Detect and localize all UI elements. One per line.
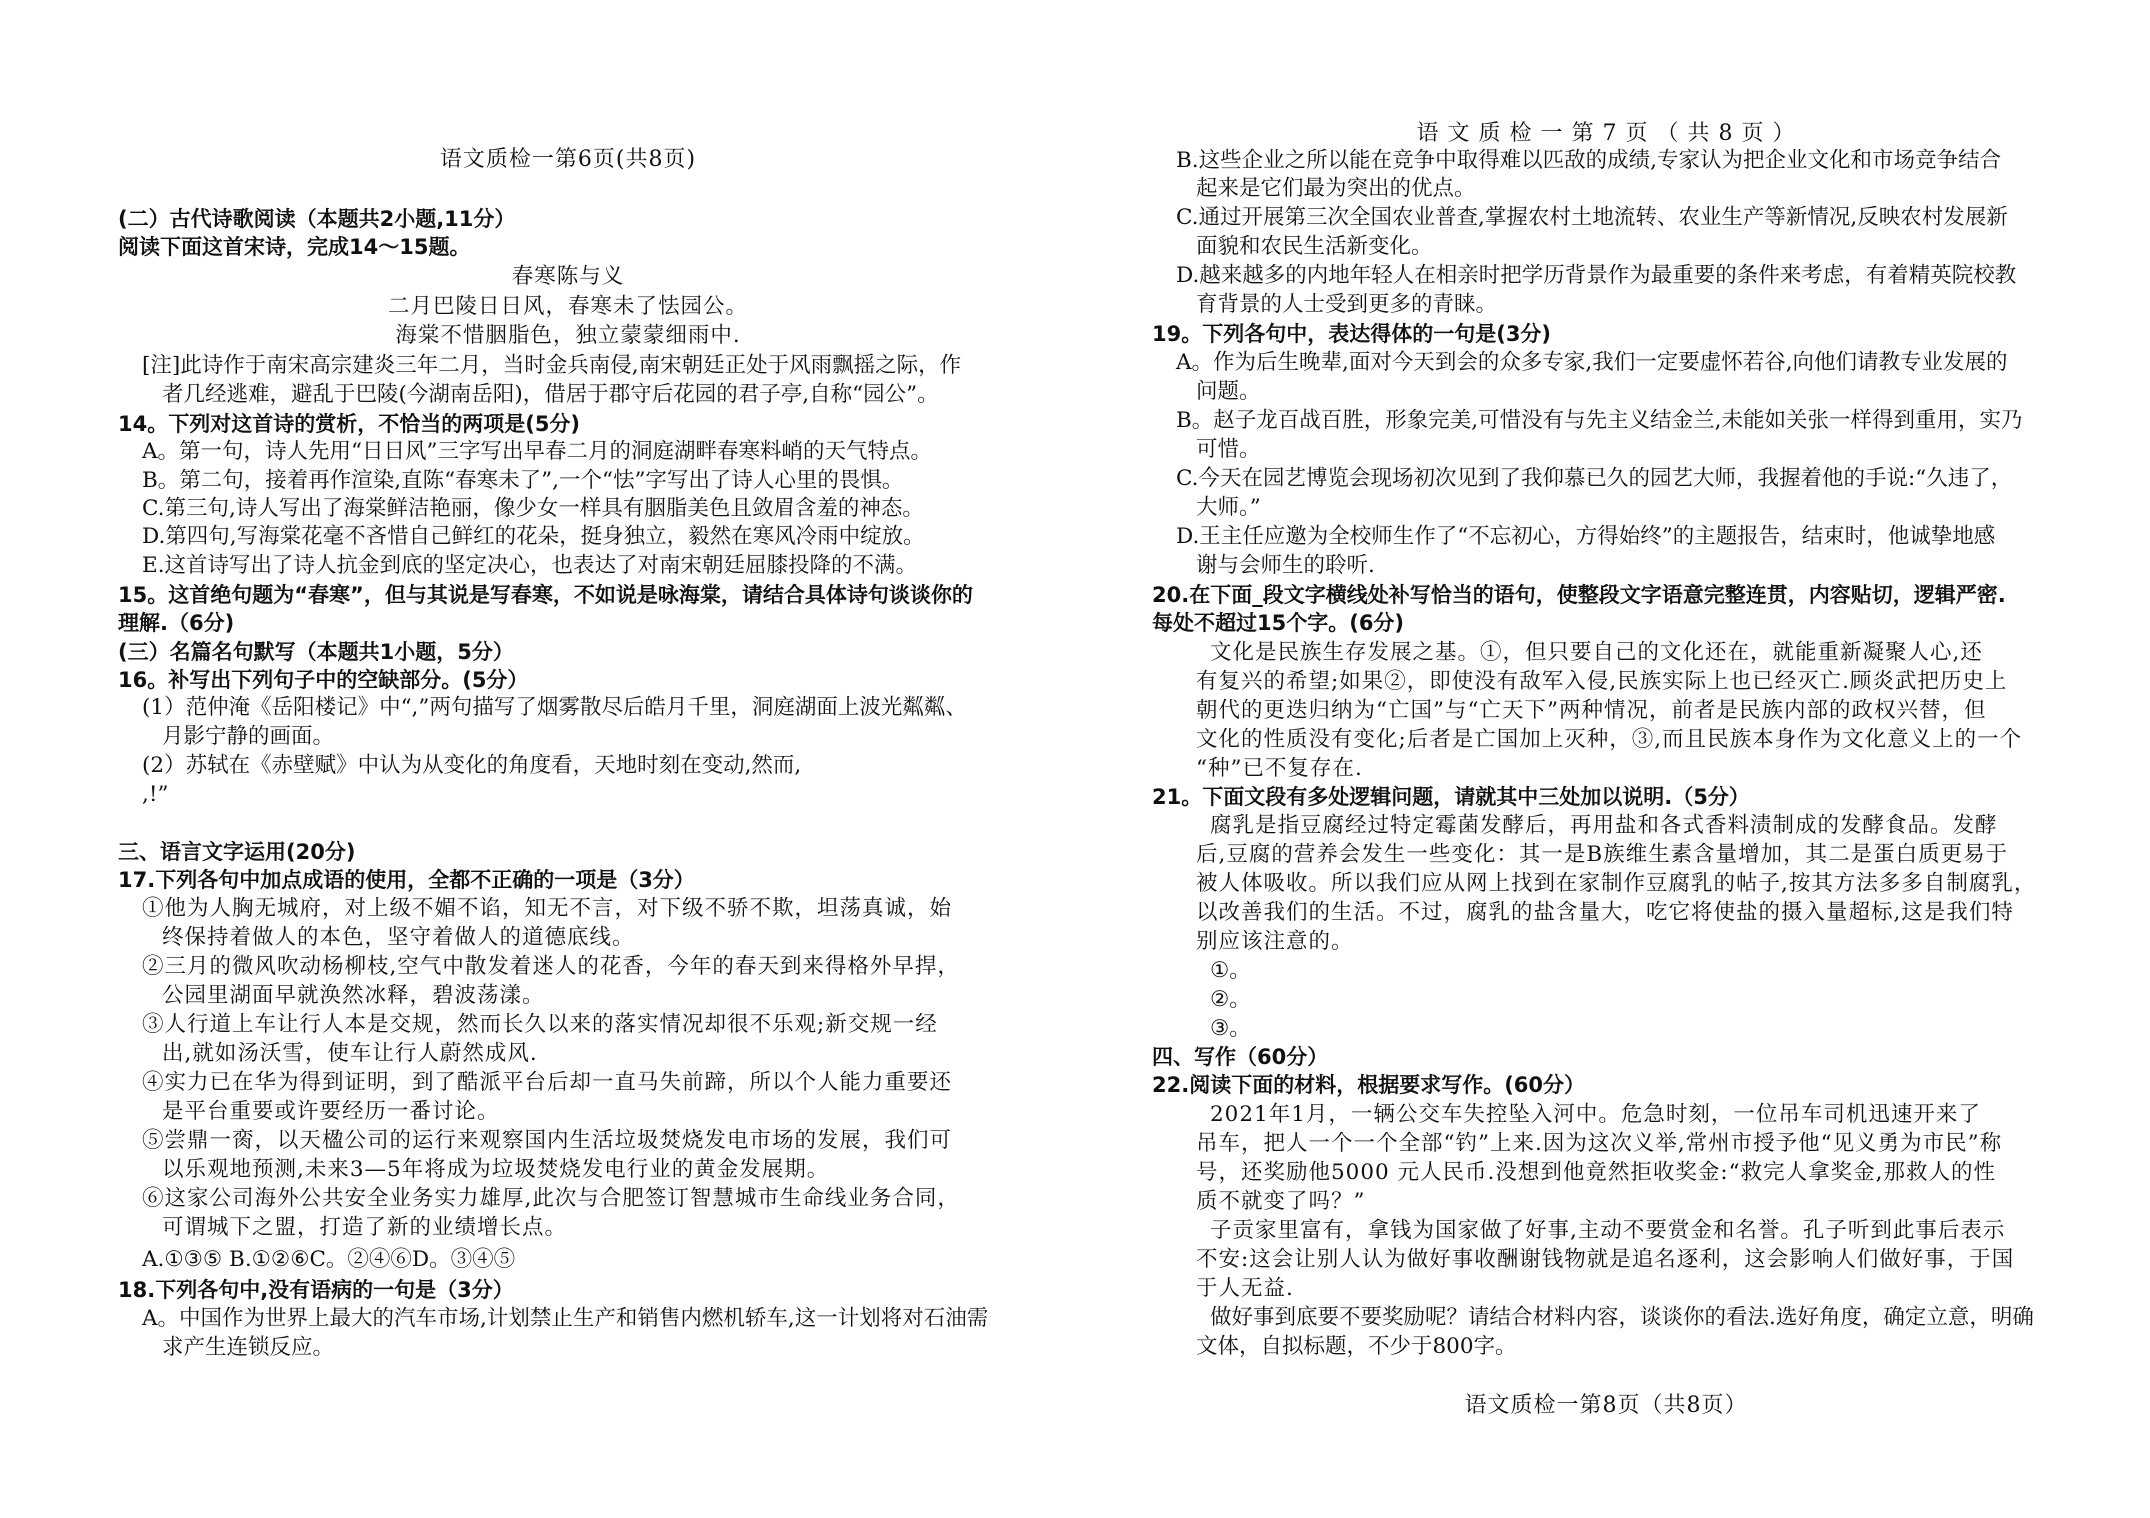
- answer-blank: ③。: [1210, 1016, 1251, 1041]
- option-c-cont: 大师。”: [1196, 495, 1261, 520]
- section-heading: 三、语言文字运用(20分): [118, 840, 356, 864]
- passage-line: 有复兴的希望;如果②，即使没有敌军入侵,民族实际上也已经灭亡.顾炎武把历史上: [1196, 669, 2008, 694]
- option-c: C.今天在园艺博览会现场初次见到了我仰慕已久的园艺大师，我握着他的手说:“久违了，: [1176, 466, 2013, 491]
- option-a-cont: 问题。: [1196, 379, 1261, 404]
- question-17: 17.下列各句中加点成语的使用，全都不正确的一项是（3分）: [118, 868, 695, 892]
- question-16-part: 月影宁静的画面。: [162, 724, 335, 749]
- question-17-options: A.①③⑤ B.①②⑥C。②④⑥D。③④⑤: [142, 1247, 516, 1272]
- option-d: D.越来越多的内地年轻人在相亲时把学历背景作为最重要的条件来考虑，有着精英院校教: [1176, 263, 2017, 288]
- question-20: 20.在下面_段文字横线处补写恰当的语句，使整段文字语意完整连贯，内容贴切，逻辑严密.: [1152, 583, 2006, 607]
- option-b-cont: 起来是它们最为突出的优点。: [1196, 176, 1476, 201]
- question-17-item: ④实力已在华为得到证明，到了酷派平台后却一直马失前蹄，所以个人能力重要还: [142, 1070, 953, 1095]
- page-footer: 语文质检一第8页（共8页）: [1464, 1393, 1748, 1418]
- passage-line: 子贡家里富有，拿钱为国家做了好事,主动不要赏金和名誉。孔子听到此事后表示: [1210, 1218, 2006, 1243]
- option-e: E.这首诗写出了诗人抗金到底的坚定决心，也表达了对南宋朝廷屈膝投降的不满。: [142, 553, 918, 578]
- option-d-cont: 谢与会师生的聆听.: [1196, 553, 1375, 578]
- option-a-cont: 求产生连锁反应。: [162, 1335, 335, 1360]
- section-heading: 四、写作（60分）: [1152, 1045, 1329, 1069]
- question-14: 14。下列对这首诗的赏析，不恰当的两项是(5分): [118, 412, 581, 436]
- section-heading: (三）名篇名句默写（本题共1小题，5分）: [118, 640, 514, 664]
- passage-line: 吊车，把人一个一个全部“钓”上来.因为这次义举,常州市授予他“见义勇为市民”称: [1196, 1131, 2003, 1156]
- poem-note: [注]此诗作于南宋高宗建炎三年二月，当时金兵南侵,南宋朝廷正处于风雨飘摇之际，作: [142, 353, 962, 378]
- passage-line: “种”已不复存在.: [1196, 756, 1363, 781]
- passage-line: 别应该注意的。: [1196, 929, 1354, 954]
- question-17-item: ⑤尝鼎一脔，以天楹公司的运行来观察国内生活垃圾焚烧发电市场的发展，我们可: [142, 1128, 953, 1153]
- question-20-cont: 每处不超过15个字。(6分): [1152, 611, 1405, 635]
- question-15: 15。这首绝句题为“春寒”，但与其说是写春寒，不如说是咏海棠，请结合具体诗句谈谈你的: [118, 583, 973, 607]
- passage-line: 2021年1月，一辆公交车失控坠入河中。危急时刻，一位吊车司机迅速开来了: [1210, 1102, 1981, 1127]
- passage-line: 朝代的更迭归纳为“亡国”与“亡天下”两种情况，前者是民族内部的政权兴替，但: [1196, 698, 1987, 723]
- question-17-item: 以乐观地预测,未来3—5年将成为垃圾焚烧发电行业的黄金发展期。: [162, 1157, 830, 1182]
- question-16-part: (1）范仲淹《岳阳楼记》中“,”两句描写了烟雾散尽后皓月千里，洞庭湖面上波光粼粼、: [142, 695, 967, 720]
- answer-blank: ①。: [1210, 958, 1251, 983]
- option-b: B。赵子龙百战百胜，形象完美,可惜没有与先主义结金兰,未能如关张一样得到重用，实乃: [1176, 408, 2023, 433]
- question-16: 16。补写出下列句子中的空缺部分。(5分）: [118, 668, 529, 692]
- option-c-cont: 面貌和农民生活新变化。: [1196, 234, 1433, 259]
- option-c: C.通过开展第三次全国农业普查,掌握农村土地流转、农业生产等新情况,反映农村发展新: [1176, 205, 2008, 230]
- question-17-item: ③人行道上车让行人本是交规，然而长久以来的落实情况却很不乐观;新交规一经: [142, 1012, 938, 1037]
- passage-line: 不安:这会让别人认为做好事收酬谢钱物就是追名逐利，这会影响人们做好事，于国: [1196, 1247, 2015, 1272]
- question-17-item: ①他为人胸无城府，对上级不媚不谄，知无不言，对下级不骄不欺，坦荡真诚，始: [142, 896, 953, 921]
- passage-line: 号，还奖励他5000 元人民币.没想到他竟然拒收奖金:“救完人拿奖金,那救人的性: [1196, 1160, 1996, 1185]
- question-17-item: 可谓城下之盟，打造了新的业绩增长点。: [162, 1215, 568, 1240]
- page-header: 语文质检一第6页(共8页): [439, 147, 697, 172]
- option-b: B.这些企业之所以能在竞争中取得难以匹敌的成绩,专家认为把企业文化和市场竞争结合: [1176, 148, 2001, 173]
- writing-instruction: 文体，自拟标题，不少于800字。: [1196, 1334, 1517, 1359]
- passage-line: 被人体吸收。所以我们应从网上找到在家制作豆腐乳的帖子,按其方法多多自制腐乳，: [1196, 871, 2037, 896]
- option-a: A。中国作为世界上最大的汽车市场,计划禁止生产和销售内燃机轿车,这一计划将对石油需: [142, 1306, 989, 1331]
- option-d: D.第四句,写海棠花毫不吝惜自己鲜红的花朵，挺身独立，毅然在寒风冷雨中绽放。: [142, 524, 925, 549]
- question-22: 22.阅读下面的材料，根据要求写作。(60分）: [1152, 1073, 1586, 1097]
- poem-line: 海棠不惜胭脂色，独立蒙蒙细雨中.: [395, 323, 741, 348]
- passage-line: 质不就变了吗？”: [1196, 1189, 1366, 1214]
- question-17-item: ②三月的微风吹动杨柳枝,空气中散发着迷人的花香，今年的春天到来得格外早捍，: [142, 954, 960, 979]
- page-header: 语 文 质 检 一 第 7 页 （ 共 8 页 ）: [1416, 121, 1796, 146]
- option-b-cont: 可惜。: [1196, 437, 1261, 462]
- question-17-item: 公园里湖面早就涣然冰释，碧波荡漾。: [162, 983, 545, 1008]
- passage-line: 于人无益.: [1196, 1276, 1294, 1301]
- question-21: 21。下面文段有多处逻辑问题，请就其中三处加以说明.（5分）: [1152, 785, 1750, 809]
- poem-line: 二月巴陵日日风，春寒未了怯园公。: [387, 294, 748, 319]
- question-17-item: 出,就如汤沃雪，使车让行人蔚然成风.: [162, 1041, 538, 1066]
- question-18: 18.下列各句中,没有语病的一句是（3分）: [118, 1278, 514, 1302]
- section-heading: (二）古代诗歌阅读（本题共2小题,11分）: [118, 207, 516, 231]
- option-c: C.第三句,诗人写出了海棠鲜洁艳丽，像少女一样具有胭脂美色且敛眉含羞的神态。: [142, 496, 924, 521]
- option-a: A。第一句，诗人先用“日日风”三字写出早春二月的洞庭湖畔春寒料峭的天气特点。: [142, 439, 933, 464]
- writing-instruction: 做好事到底要不要奖励呢？请结合材料内容，谈谈你的看法.选好角度，确定立意，明确: [1210, 1305, 2034, 1330]
- passage-line: 以改善我们的生活。不过，腐乳的盐含量大，吃它将使盐的摄入量超标,这是我们特: [1196, 900, 2014, 925]
- question-17-item: 终保持着做人的本色，坚守着做人的道德底线。: [162, 925, 635, 950]
- question-17-item: 是平台重要或许要经历一番讨论。: [162, 1099, 500, 1124]
- option-b: B。第二句，接着再作渲染,直陈“春寒未了”,一个“怯”字写出了诗人心里的畏惧。: [142, 468, 904, 493]
- question-16-part: ,!”: [142, 782, 169, 807]
- question-17-item: ⑥这家公司海外公共安全业务实力雄厚,此次与合肥签订智慧城市生命线业务合同，: [142, 1186, 960, 1211]
- poem-note: 者几经逃难，避乱于巴陵(今湖南岳阳)，借居于郡守后花园的君子亭,自称“园公”。: [162, 382, 939, 407]
- option-d: D.王主任应邀为全校师生作了“不忘初心，方得始终”的主题报告，结束时，他诚挚地感: [1176, 524, 1996, 549]
- passage-line: 文化的性质没有变化;后者是亡国加上灭种，③,而且民族本身作为文化意义上的一个: [1196, 727, 2023, 752]
- option-d-cont: 育背景的人士受到更多的青睐。: [1196, 292, 1498, 317]
- passage-line: 文化是民族生存发展之基。①，但只要自己的文化还在，就能重新凝聚人心,还: [1210, 640, 1983, 665]
- question-16-part: (2）苏轼在《赤壁赋》中认为从变化的角度看，天地时刻在变动,然而,: [142, 753, 802, 778]
- question-15-cont: 理解.（6分): [118, 611, 235, 635]
- answer-blank: ②。: [1210, 987, 1251, 1012]
- passage-line: 腐乳是指豆腐经过特定霉菌发酵后，再用盐和各式香料渍制成的发酵食品。发酵: [1210, 813, 1998, 838]
- option-a: A。作为后生晚辈,面对今天到会的众多专家,我们一定要虚怀若谷,向他们请教专业发展的: [1176, 350, 2008, 375]
- question-19: 19。下列各句中，表达得体的一句是(3分): [1152, 322, 1552, 346]
- poem-title: 春寒陈与义: [511, 264, 625, 289]
- passage-line: 后,豆腐的营养会发生一些变化：其一是B族维生素含量增加，其二是蛋白质更易于: [1196, 842, 2009, 867]
- instruction: 阅读下面这首宋诗，完成14～15题。: [118, 235, 471, 259]
